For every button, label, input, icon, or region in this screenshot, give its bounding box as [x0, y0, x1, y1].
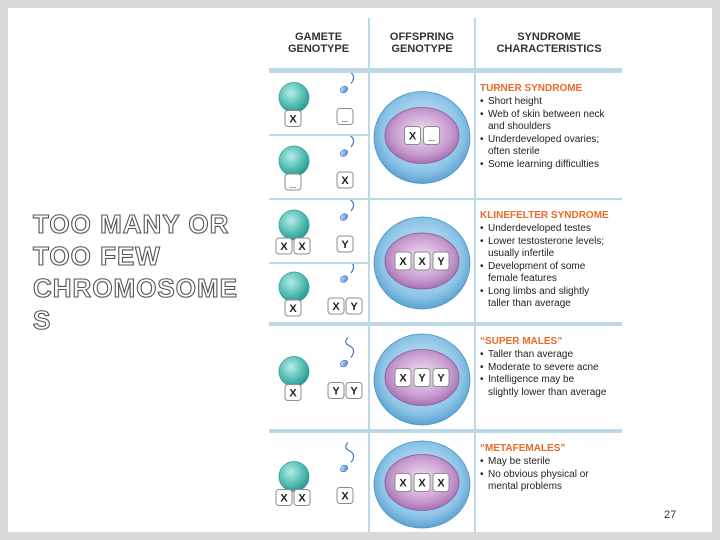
- chromosome-label: [276, 238, 292, 254]
- chromosome-label: [328, 383, 344, 399]
- egg-cell-icon: [279, 462, 309, 492]
- sperm-cell-icon: [339, 200, 354, 222]
- syndrome-name: KLINEFELTER SYNDROME: [480, 210, 609, 221]
- gamete-cell: [269, 326, 368, 429]
- characteristic-item: • Moderate to severe acne: [480, 362, 622, 375]
- syndrome-name: “SUPER MALES”: [480, 336, 563, 347]
- svg-text:Y: Y: [418, 372, 426, 385]
- svg-text:Y: Y: [341, 239, 349, 251]
- characteristic-item: • No obvious physical or mental problems: [480, 469, 622, 494]
- characteristic-item: • Intelligence may be slightly lower than average: [480, 374, 622, 399]
- chromosome-label: [337, 109, 353, 125]
- svg-text:Y: Y: [350, 385, 358, 398]
- characteristic-item: • May be sterile: [480, 456, 622, 469]
- chromosome-label: [294, 238, 310, 254]
- offspring-cell: [370, 73, 474, 198]
- gamete-cell: [269, 200, 368, 262]
- characteristic-item: • Web of skin between neck and shoulders: [480, 109, 622, 134]
- slide: [8, 8, 712, 532]
- chromosome-table-figure: [269, 18, 622, 532]
- chromosome-label: [328, 298, 344, 314]
- chromosome-label: [395, 369, 411, 387]
- svg-text:X: X: [298, 492, 306, 505]
- svg-text:Y: Y: [437, 256, 445, 268]
- svg-text:X: X: [408, 130, 417, 143]
- svg-text:X: X: [437, 477, 445, 490]
- chromosome-label: [276, 490, 292, 506]
- gamete-cell: [269, 73, 368, 134]
- gamete-cell: [269, 136, 368, 198]
- offspring-cell-diagram: [370, 73, 474, 198]
- gamete-cell: [269, 433, 368, 532]
- chromosome-label: [337, 172, 353, 188]
- page-number: 27: [664, 509, 677, 521]
- svg-text:Y: Y: [332, 385, 340, 398]
- svg-text:X: X: [399, 372, 407, 385]
- gamete-pair: [269, 433, 368, 532]
- characteristics-list: [480, 456, 622, 494]
- egg-cell-icon: [279, 272, 309, 302]
- syndrome-cell: [476, 200, 622, 322]
- chromosome-label: [414, 369, 430, 387]
- chromosome-label: [424, 127, 440, 145]
- offspring-cell: [370, 200, 474, 322]
- svg-text:X: X: [418, 477, 426, 490]
- chromosome-label: [433, 252, 449, 270]
- characteristics-list: [480, 349, 622, 399]
- characteristic-item: • Lower testosterone levels; usually infertile: [480, 236, 622, 261]
- chromosome-label: [395, 252, 411, 270]
- sperm-cell-icon: [339, 136, 354, 158]
- offspring-cell-diagram: [370, 433, 474, 532]
- sperm-cell-icon: [339, 73, 354, 94]
- chromosome-label: [346, 383, 362, 399]
- header-syndrome-characteristics: SYNDROME CHARACTERISTICS: [476, 18, 622, 68]
- svg-text:X: X: [289, 113, 297, 126]
- chromosome-label: [294, 490, 310, 506]
- svg-text:_: _: [289, 177, 297, 189]
- gamete-pair: [269, 326, 368, 429]
- svg-text:X: X: [341, 490, 349, 503]
- egg-cell-icon: [279, 210, 309, 240]
- chromosome-label: [414, 474, 430, 492]
- svg-text:X: X: [289, 303, 297, 315]
- syndrome-cell: [476, 433, 622, 532]
- header-gamete-genotype: GAMETE GENOTYPE: [269, 18, 368, 68]
- svg-text:X: X: [289, 387, 297, 400]
- characteristics-list: [480, 223, 622, 311]
- svg-text:_: _: [341, 111, 349, 124]
- chromosome-label: [414, 252, 430, 270]
- syndrome-cell: [476, 73, 622, 198]
- sperm-cell-icon: [339, 264, 354, 284]
- characteristic-item: • Taller than average: [480, 349, 622, 362]
- svg-text:X: X: [399, 256, 407, 268]
- gamete-pair: [269, 73, 368, 134]
- svg-text:X: X: [280, 241, 288, 253]
- chromosome-label: [285, 385, 301, 401]
- svg-text:Y: Y: [437, 372, 445, 385]
- chromosome-label: [285, 300, 301, 316]
- svg-text:X: X: [280, 492, 288, 505]
- offspring-cell: [370, 433, 474, 532]
- characteristic-item: • Development of some female features: [480, 261, 622, 286]
- egg-cell-icon: [279, 357, 309, 387]
- gamete-pair: [269, 264, 368, 322]
- svg-text:_: _: [428, 130, 435, 143]
- characteristic-item: • Long limbs and slightly taller than average: [480, 286, 622, 311]
- characteristic-item: • Underdeveloped ovaries; often sterile: [480, 134, 622, 159]
- egg-cell-icon: [279, 83, 309, 113]
- chromosome-label: [433, 474, 449, 492]
- svg-text:X: X: [399, 477, 407, 490]
- characteristic-item: • Short height: [480, 96, 622, 109]
- offspring-cell-diagram: [370, 200, 474, 322]
- slide-title: TOO MANY OR TOO FEW CHROMOSOME S: [33, 209, 238, 335]
- gamete-pair: [269, 200, 368, 262]
- egg-cell-icon: [279, 146, 309, 176]
- sperm-cell-icon: [339, 338, 354, 369]
- chromosome-label: [346, 298, 362, 314]
- syndrome-name: TURNER SYNDROME: [480, 83, 583, 94]
- characteristics-list: [480, 96, 622, 171]
- chromosome-label: [285, 174, 301, 190]
- chromosome-label: [433, 369, 449, 387]
- chromosome-label: [285, 111, 301, 127]
- chromosome-label: [405, 127, 421, 145]
- svg-text:Y: Y: [350, 301, 358, 313]
- syndrome-name: “METAFEMALES”: [480, 443, 566, 454]
- offspring-cell-diagram: [370, 326, 474, 429]
- offspring-cell-icon: [374, 92, 470, 184]
- header-offspring-genotype: OFFSPRING GENOTYPE: [370, 18, 474, 68]
- svg-text:X: X: [332, 301, 340, 313]
- gamete-pair: [269, 136, 368, 198]
- svg-text:X: X: [418, 256, 426, 268]
- characteristic-item: • Some learning difficulties: [480, 159, 622, 172]
- svg-text:X: X: [341, 175, 349, 187]
- offspring-cell: [370, 326, 474, 429]
- chromosome-label: [337, 488, 353, 504]
- characteristic-item: • Underdeveloped testes: [480, 223, 622, 236]
- gamete-cell: [269, 264, 368, 322]
- sperm-cell-icon: [339, 443, 354, 474]
- chromosome-label: [337, 236, 353, 252]
- syndrome-cell: [476, 326, 622, 429]
- svg-text:X: X: [298, 241, 306, 253]
- chromosome-label: [395, 474, 411, 492]
